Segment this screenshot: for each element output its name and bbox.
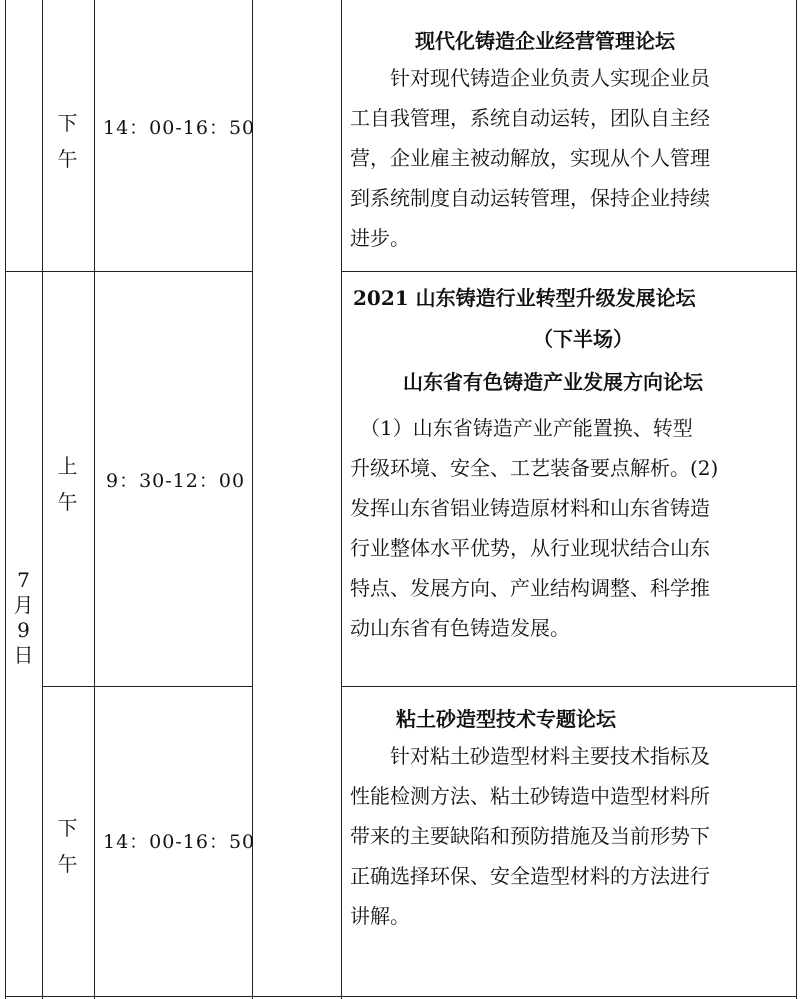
description-line: 性能检测方法、粘土砂铸造中造型材料所 [350,784,710,808]
session-description [350,58,790,258]
description-line: 行业整体水平优势，从行业现状结合山东 [350,536,710,560]
description-line: 带来的主要缺陷和预防措施及当前形势下 [350,824,710,848]
description-line: 升级环境、安全、工艺装备要点解析。(2) [350,456,719,480]
description-line: 工自我管理，系统自动运转，团队自主经 [350,106,710,130]
session-title: 2021 山东铸造行业转型升级发展论坛 [353,286,696,310]
session-description [350,408,790,648]
date-char: 9 [17,618,31,642]
description-line: 特点、发展方向、产业结构调整、科学推 [350,576,710,600]
period-cell [53,456,83,512]
session-title: 粘土砂造型技术专题论坛 [396,707,616,731]
description-line: 针对现代铸造企业负责人实现企业员 [350,66,710,90]
session-description [350,736,790,936]
session-title: 现代化铸造企业经营管理论坛 [415,29,675,53]
grid-line [5,996,797,997]
grid-line [796,0,797,999]
date-char: 7 [17,568,31,592]
description-line: 发挥山东省铝业铸造原材料和山东省铸造 [350,496,710,520]
description-line: 营，企业雇主被动解放，实现从个人管理 [350,146,710,170]
period-cell [53,818,83,874]
grid-line [341,271,797,272]
date-char: 月 [13,593,35,617]
description-line: 进步。 [350,226,410,250]
period-char: 上 [57,454,79,478]
session-subtitle: （下半场） [533,327,633,351]
time-cell: 9：30-12：00 [106,470,246,492]
grid-line [42,0,43,999]
grid-line [341,0,342,999]
period-char: 午 [57,490,79,514]
period-char: 午 [57,852,79,876]
period-char: 午 [57,147,79,171]
grid-line [42,686,253,687]
time-cell: 14：00-16：50 [103,831,256,853]
description-line: （1）山东省铸造产业产能置换、转型 [350,416,693,440]
description-line: 动山东省有色铸造发展。 [350,616,570,640]
date-cell [9,568,39,668]
period-cell [53,113,83,169]
session-title: 山东省有色铸造产业发展方向论坛 [403,370,703,394]
description-line: 正确选择环保、安全造型材料的方法进行 [350,864,710,888]
period-char: 下 [57,816,79,840]
grid-line [94,0,95,999]
description-line: 讲解。 [350,904,410,928]
grid-line [5,0,6,999]
description-line: 到系统制度自动运转管理，保持企业持续 [350,186,710,210]
grid-line [341,686,797,687]
description-line: 针对粘土砂造型材料主要技术指标及 [350,744,710,768]
period-char: 下 [57,111,79,135]
time-cell: 14：00-16：50 [103,117,256,139]
grid-line [5,271,253,272]
date-char: 日 [13,643,35,667]
